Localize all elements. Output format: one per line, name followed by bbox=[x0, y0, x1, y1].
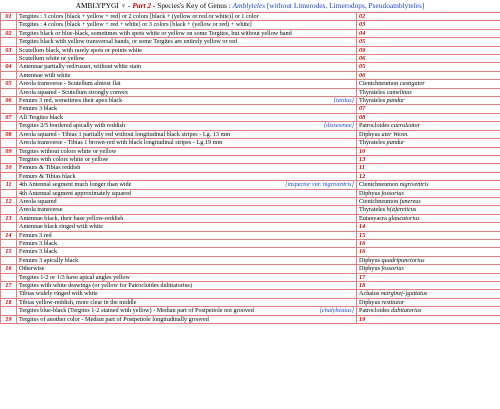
couplet-description bbox=[17, 139, 357, 147]
description-text: All Tergites black bbox=[19, 113, 64, 121]
couplet-result bbox=[357, 265, 500, 273]
couplet-number: 13 bbox=[1, 214, 17, 222]
couplet-description bbox=[17, 206, 357, 214]
species-epithet: ater Wesm. bbox=[381, 130, 409, 138]
goto-couplet-link[interactable]: 17 bbox=[359, 273, 366, 281]
description-text: Femurs 3 black bbox=[19, 248, 58, 256]
description-text: Tergites : 3 colors [black + yellow + red] or 2 colors [black + (yellow or red or white)] or 1 color bbox=[19, 13, 259, 20]
species-epithet: quadripunctorius bbox=[381, 256, 425, 264]
key-row bbox=[1, 13, 500, 21]
couplet-description bbox=[17, 189, 357, 197]
description-text: Femurs 3 red bbox=[19, 231, 52, 239]
couplet-result bbox=[357, 273, 500, 281]
couplet-result bbox=[357, 21, 500, 29]
couplet-number: 03 bbox=[1, 46, 17, 54]
description-text: Tergites 2/5 bordered apically with reddish bbox=[19, 122, 126, 130]
couplet-number bbox=[1, 21, 17, 29]
description-text: Scutellum white or yellow bbox=[19, 55, 85, 63]
species-epithet: fossorius bbox=[381, 265, 404, 273]
species-epithet: nigriventris bbox=[399, 181, 429, 189]
couplet-number: 17 bbox=[1, 282, 17, 290]
species-name bbox=[359, 215, 420, 222]
goto-couplet-link[interactable]: 05 bbox=[359, 38, 366, 46]
goto-couplet-link[interactable]: 06 bbox=[359, 55, 366, 63]
species-genus: Diphyus bbox=[359, 189, 380, 197]
couplet-number: 11 bbox=[1, 181, 17, 189]
description-text: Areola transverse - Tibias 1 brown-red with black longitudinal stripes - Lg.19 mm bbox=[19, 139, 223, 147]
header-excluded: Limerodes bbox=[293, 1, 326, 10]
goto-couplet-link[interactable]: 16 bbox=[359, 239, 366, 247]
couplet-description bbox=[17, 298, 357, 306]
key-row bbox=[1, 71, 500, 79]
description-text: Areola squared - Tibias 1 partially red without longitudinal black stripes - Lg. 13 mm bbox=[19, 130, 231, 138]
couplet-description bbox=[17, 197, 357, 205]
couplet-number bbox=[1, 55, 17, 63]
goto-couplet-link[interactable]: 04 bbox=[359, 29, 366, 37]
species-genus: Ctenichneumon bbox=[359, 197, 399, 205]
key-row bbox=[1, 265, 500, 273]
goto-couplet-link[interactable]: 11 bbox=[359, 164, 365, 172]
couplet-description bbox=[17, 130, 357, 138]
couplet-number bbox=[1, 239, 17, 247]
description-text: Antennae black, their base yellow-reddish bbox=[19, 214, 124, 222]
species-name bbox=[359, 181, 429, 188]
couplet-result bbox=[357, 189, 500, 197]
key-row bbox=[1, 147, 500, 155]
couplet-description bbox=[17, 63, 357, 71]
goto-couplet-link[interactable]: 05 bbox=[359, 63, 366, 71]
key-row bbox=[1, 256, 500, 264]
couplet-result bbox=[357, 46, 500, 54]
couplet-number: 08 bbox=[1, 130, 17, 138]
couplet-number bbox=[1, 155, 17, 163]
species-genus: Ctenichneumon bbox=[359, 181, 399, 189]
key-row bbox=[1, 55, 500, 63]
key-row bbox=[1, 46, 500, 54]
couplet-number bbox=[1, 223, 17, 231]
header-middle: - Species's Key of Genus : bbox=[151, 1, 233, 10]
couplet-description bbox=[17, 13, 357, 21]
species-genus: Thyrateles bbox=[359, 206, 386, 214]
couplet-description bbox=[17, 214, 357, 222]
couplet-number: 14 bbox=[1, 231, 17, 239]
species-name bbox=[359, 290, 427, 297]
couplet-number: 19 bbox=[1, 315, 17, 323]
description-text: Scutellum black, with rarely spots or points white bbox=[19, 46, 143, 54]
key-row bbox=[1, 80, 500, 88]
couplet-description bbox=[17, 88, 357, 96]
key-row bbox=[1, 189, 500, 197]
goto-couplet-link[interactable]: 15 bbox=[359, 231, 366, 239]
couplet-description bbox=[17, 46, 357, 54]
species-genus: Patrocloides bbox=[359, 122, 390, 130]
description-text: Tergites without colors white or yellow bbox=[19, 147, 117, 155]
key-row bbox=[1, 248, 500, 256]
description-text: 4th Antennal segment much longer than wide bbox=[19, 181, 132, 189]
species-name bbox=[359, 257, 425, 264]
species-name bbox=[359, 89, 412, 96]
couplet-result bbox=[357, 147, 500, 155]
key-row bbox=[1, 172, 500, 180]
species-epithet: castigator bbox=[399, 80, 425, 88]
couplet-description bbox=[17, 21, 357, 29]
synonym-note: [tardus] bbox=[333, 97, 354, 105]
key-row bbox=[1, 155, 500, 163]
description-text: Femurs 3 apically black bbox=[19, 256, 79, 264]
species-epithet: margine(-)guttatus bbox=[380, 290, 428, 298]
key-row bbox=[1, 29, 500, 37]
couplet-description bbox=[17, 80, 357, 88]
key-row bbox=[1, 214, 500, 222]
species-genus: Eutanyacra bbox=[359, 214, 387, 222]
description-text: Femurs & Tibias reddish bbox=[19, 164, 81, 172]
couplet-number bbox=[1, 273, 17, 281]
couplet-description bbox=[17, 172, 357, 180]
key-row bbox=[1, 63, 500, 71]
species-key-body bbox=[1, 13, 500, 324]
species-epithet: funereus bbox=[399, 197, 421, 205]
goto-couplet-link[interactable]: 12 bbox=[359, 172, 366, 180]
key-row bbox=[1, 231, 500, 239]
goto-couplet-link[interactable]: 06 bbox=[359, 71, 366, 79]
species-epithet: dubitatorius bbox=[391, 307, 422, 315]
couplet-description bbox=[17, 307, 357, 315]
couplet-result bbox=[357, 214, 500, 222]
key-row bbox=[1, 239, 500, 247]
species-name bbox=[359, 299, 404, 306]
description-text: Femurs 3 black bbox=[19, 105, 58, 113]
couplet-description bbox=[17, 181, 357, 189]
couplet-number: 05 bbox=[1, 80, 17, 88]
key-row bbox=[1, 282, 500, 290]
couplet-result bbox=[357, 256, 500, 264]
species-name bbox=[359, 122, 420, 129]
couplet-number bbox=[1, 88, 17, 96]
key-row bbox=[1, 88, 500, 96]
key-row bbox=[1, 21, 500, 29]
couplet-number: 06 bbox=[1, 97, 17, 105]
goto-couplet-link[interactable]: 03 bbox=[359, 21, 366, 29]
couplet-number: 10 bbox=[1, 164, 17, 172]
synonym-note: [chalybeatus] bbox=[319, 307, 354, 315]
couplet-result bbox=[357, 105, 500, 113]
key-row bbox=[1, 130, 500, 138]
couplet-number: 02 bbox=[1, 29, 17, 37]
couplet-description bbox=[17, 239, 357, 247]
couplet-result bbox=[357, 164, 500, 172]
key-row bbox=[1, 181, 500, 189]
couplet-number bbox=[1, 189, 17, 197]
couplet-description bbox=[17, 231, 357, 239]
couplet-number: 18 bbox=[1, 298, 17, 306]
goto-couplet-link[interactable]: 08 bbox=[359, 113, 366, 121]
couplet-result bbox=[357, 13, 500, 21]
goto-couplet-link[interactable]: 18 bbox=[359, 282, 366, 289]
synonym-note: [dissexmae] bbox=[323, 122, 354, 130]
key-row bbox=[1, 206, 500, 214]
description-text: Otherwise bbox=[19, 265, 45, 273]
description-text: Tergites blue-black (Tergites 1-2 stained with yellow) - Median part of Postpetiole not grooved bbox=[19, 307, 254, 315]
key-row bbox=[1, 290, 500, 298]
species-genus: Diphyus bbox=[359, 265, 380, 273]
key-row bbox=[1, 113, 500, 121]
species-genus: Achaius bbox=[359, 290, 380, 298]
couplet-result bbox=[357, 38, 500, 46]
species-name bbox=[359, 97, 405, 104]
description-text: Areola transverse - Scutellum almost flat bbox=[19, 80, 121, 88]
description-text: Tergites : 4 colors [black + yellow + red + white] or 3 colors [black + (yellow or red) + white] bbox=[19, 21, 252, 29]
couplet-result bbox=[357, 139, 500, 147]
description-text: Tibias widely ringed with white bbox=[19, 290, 98, 298]
key-row bbox=[1, 223, 500, 231]
couplet-description bbox=[17, 273, 357, 281]
couplet-description bbox=[17, 164, 357, 172]
couplet-description bbox=[17, 223, 357, 231]
species-epithet: pandur bbox=[386, 97, 405, 105]
couplet-description bbox=[17, 315, 357, 323]
couplet-result bbox=[357, 113, 500, 121]
couplet-result bbox=[357, 282, 500, 290]
couplet-number bbox=[1, 307, 17, 315]
couplet-description bbox=[17, 29, 357, 37]
goto-couplet-link[interactable]: 19 bbox=[359, 315, 366, 323]
couplet-result bbox=[357, 63, 500, 71]
couplet-description bbox=[17, 113, 357, 121]
couplet-result bbox=[357, 290, 500, 298]
couplet-result bbox=[357, 206, 500, 214]
species-name bbox=[359, 190, 404, 197]
species-epithet: pandur bbox=[386, 139, 405, 147]
couplet-number bbox=[1, 105, 17, 113]
header-suffix: [without bbox=[265, 1, 294, 10]
header-part: Part 2 bbox=[132, 1, 152, 10]
couplet-number bbox=[1, 172, 17, 180]
couplet-number bbox=[1, 206, 17, 214]
species-genus: Thyrateles bbox=[359, 97, 386, 105]
couplet-description bbox=[17, 290, 357, 298]
couplet-number bbox=[1, 290, 17, 298]
couplet-number: 09 bbox=[1, 147, 17, 155]
couplet-number: 12 bbox=[1, 197, 17, 205]
description-text: Femurs 3 red, sometimes their apex black bbox=[19, 97, 123, 105]
couplet-result bbox=[357, 97, 500, 105]
description-text: Areola squared - Scutellum strongly convex bbox=[19, 88, 129, 96]
goto-couplet-link[interactable]: 14 bbox=[359, 223, 366, 231]
synonym-note: [inspector var. nigriventris] bbox=[285, 181, 354, 189]
goto-couplet-link[interactable]: 10 bbox=[359, 147, 366, 155]
key-row bbox=[1, 307, 500, 315]
description-text: Antennae black ringed with white bbox=[19, 223, 103, 231]
species-key-table bbox=[0, 12, 500, 324]
goto-couplet-link[interactable]: 09 bbox=[359, 46, 366, 54]
couplet-result bbox=[357, 55, 500, 63]
couplet-result bbox=[357, 248, 500, 256]
couplet-number bbox=[1, 71, 17, 79]
description-text: Tergites black with yellow transversal bands, or some Tergites are entirely yellow or red bbox=[19, 38, 238, 46]
couplet-description bbox=[17, 282, 357, 290]
goto-couplet-link[interactable]: 13 bbox=[359, 155, 366, 163]
species-genus: Thyrateles bbox=[359, 88, 386, 96]
couplet-description bbox=[17, 147, 357, 155]
couplet-description bbox=[17, 248, 357, 256]
couplet-result bbox=[357, 181, 500, 189]
couplet-result bbox=[357, 197, 500, 205]
key-row bbox=[1, 298, 500, 306]
couplet-description bbox=[17, 105, 357, 113]
species-genus: Ctenichneumon bbox=[359, 80, 399, 88]
species-epithet: camelinus bbox=[386, 88, 412, 96]
species-name bbox=[359, 265, 404, 272]
species-name bbox=[359, 206, 416, 213]
couplet-result bbox=[357, 71, 500, 79]
couplet-result bbox=[357, 155, 500, 163]
description-text: Femurs & Tibias black bbox=[19, 172, 76, 180]
species-epithet: fossorius bbox=[381, 189, 404, 197]
couplet-result bbox=[357, 80, 500, 88]
key-row bbox=[1, 164, 500, 172]
header-prefix: AMBLYPYGI ♀ - bbox=[75, 1, 133, 10]
species-name bbox=[359, 307, 421, 314]
couplet-description bbox=[17, 265, 357, 273]
couplet-description bbox=[17, 38, 357, 46]
description-text: 4th Antennal segment approximately squared bbox=[19, 189, 132, 197]
species-epithet: restitutor bbox=[381, 298, 405, 306]
couplet-number: 01 bbox=[1, 13, 17, 21]
species-name bbox=[359, 131, 409, 138]
description-text: Areola transverse bbox=[19, 206, 63, 214]
goto-couplet-link[interactable]: 16 bbox=[359, 248, 366, 256]
couplet-number: 04 bbox=[1, 63, 17, 71]
couplet-description bbox=[17, 122, 357, 130]
couplet-number bbox=[1, 139, 17, 147]
description-text: Areola squared bbox=[19, 197, 57, 205]
key-row bbox=[1, 273, 500, 281]
species-genus: Thyrateles bbox=[359, 139, 386, 147]
couplet-result bbox=[357, 231, 500, 239]
description-text: Antennae with white bbox=[19, 71, 71, 79]
couplet-number bbox=[1, 256, 17, 264]
couplet-result bbox=[357, 315, 500, 323]
species-name bbox=[359, 139, 405, 146]
key-row bbox=[1, 122, 500, 130]
key-row bbox=[1, 105, 500, 113]
description-text: Antennae partially red/russet, without white stain bbox=[19, 63, 142, 71]
key-row bbox=[1, 197, 500, 205]
couplet-result bbox=[357, 298, 500, 306]
couplet-result bbox=[357, 29, 500, 37]
key-row bbox=[1, 97, 500, 105]
species-genus: Patrocloides bbox=[359, 307, 390, 315]
couplet-description bbox=[17, 155, 357, 163]
couplet-description bbox=[17, 97, 357, 105]
species-genus: Diphyus bbox=[359, 130, 380, 138]
header-suffix2: , Limerodops, Pseudoamblyteles] bbox=[325, 1, 425, 10]
species-name bbox=[359, 80, 425, 87]
goto-couplet-link[interactable]: 07 bbox=[359, 105, 366, 113]
description-text: Femurs 3 black bbox=[19, 239, 58, 247]
couplet-number: 15 bbox=[1, 248, 17, 256]
couplet-description bbox=[17, 256, 357, 264]
couplet-result bbox=[357, 172, 500, 180]
couplet-result bbox=[357, 223, 500, 231]
goto-couplet-link[interactable]: 02 bbox=[359, 13, 366, 20]
key-header bbox=[0, 0, 500, 12]
description-text: Tergites 1-2 or 1/3 have apical angles yellow bbox=[19, 273, 130, 281]
couplet-description bbox=[17, 55, 357, 63]
description-text: Tergites with colors white or yellow bbox=[19, 155, 109, 163]
key-row bbox=[1, 38, 500, 46]
couplet-result bbox=[357, 307, 500, 315]
couplet-number bbox=[1, 122, 17, 130]
species-epithet: caeruleator bbox=[391, 122, 421, 130]
key-row bbox=[1, 139, 500, 147]
couplet-number: 07 bbox=[1, 113, 17, 121]
description-text: Tergites black or blue-black, sometimes with spots white or yellow on some Tergites, but without yellow band bbox=[19, 29, 292, 37]
species-genus: Diphyus bbox=[359, 256, 380, 264]
species-epithet: h(a)ereticus bbox=[386, 206, 417, 214]
species-genus: Diphyus bbox=[359, 298, 380, 306]
couplet-description bbox=[17, 71, 357, 79]
couplet-result bbox=[357, 130, 500, 138]
couplet-result bbox=[357, 239, 500, 247]
description-text: Tergites of another color - Median part of Postpetiole longitudinally grooved bbox=[19, 315, 209, 323]
species-epithet: glaucatorius bbox=[388, 214, 420, 222]
couplet-number: 16 bbox=[1, 265, 17, 273]
couplet-result bbox=[357, 122, 500, 130]
species-name bbox=[359, 198, 421, 205]
header-genus: Amblyteles bbox=[232, 1, 266, 10]
couplet-number bbox=[1, 38, 17, 46]
couplet-result bbox=[357, 88, 500, 96]
key-row bbox=[1, 315, 500, 323]
description-text: Tibias yellow-reddish, more clear in the middle bbox=[19, 298, 137, 306]
description-text: Tergites with white drawings (or yellow for Patrocloides dubitatorius) bbox=[19, 282, 193, 289]
